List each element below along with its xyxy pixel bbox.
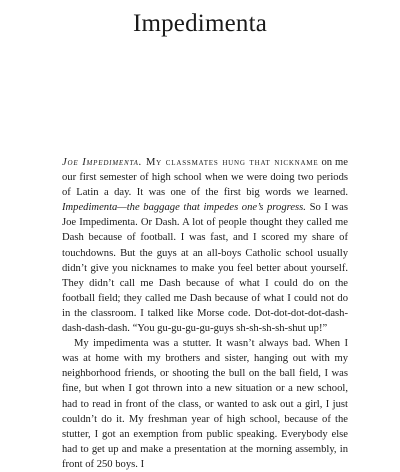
chapter-title: Impedimenta <box>132 10 268 37</box>
definition-italic: Impedimenta—the baggage that impedes one’s progress. <box>62 202 306 214</box>
lead-in-italic: Joe Impedimenta. <box>62 157 143 168</box>
paragraph-1-text-a: on me our first semester of high school when we were doing two periods of Latin a day. It was one of the first big words we learned. <box>62 157 348 199</box>
paragraph-1-text-b: So I was Joe Impedimenta. Or Dash. A lot of people thought they called me Dash because of football. I was fast, and I scored my share of touchdowns. But the guys at an all-boys Catholic school usually didn’t give you nicknames to make you feel better about yourself. They didn’t call me Dash because of what I could do on the football field; they called me Dash because of what I could not do in the classroom. I talked like Morse code. Dot-dot-dot-dot-dash-dash-dash-dash. “You gu-gu-gu-gu-guys sh-sh-sh-sh-shut up!” <box>62 202 348 335</box>
paragraph-2: My impedimenta was a stutter. It wasn’t always bad. When I was at home with my brothers and sister, hanging out with my neighborhood friends, or shooting the bull on the ball field, I was fine, but when I got thrown into a new situation or a new school, had to read in front of the class, or wanted to ask out a girl, I just couldn’t do it. My freshman year of high school, because of the stutter, I got an exemption from public speaking. Everybody else had to get up and make a presentation at the morning assembly, in front of 250 boys. I <box>62 338 348 470</box>
paragraph-1 <box>62 155 348 336</box>
lead-in-smallcaps: My classmates hung that nickname <box>142 157 319 168</box>
body-text <box>62 155 348 472</box>
